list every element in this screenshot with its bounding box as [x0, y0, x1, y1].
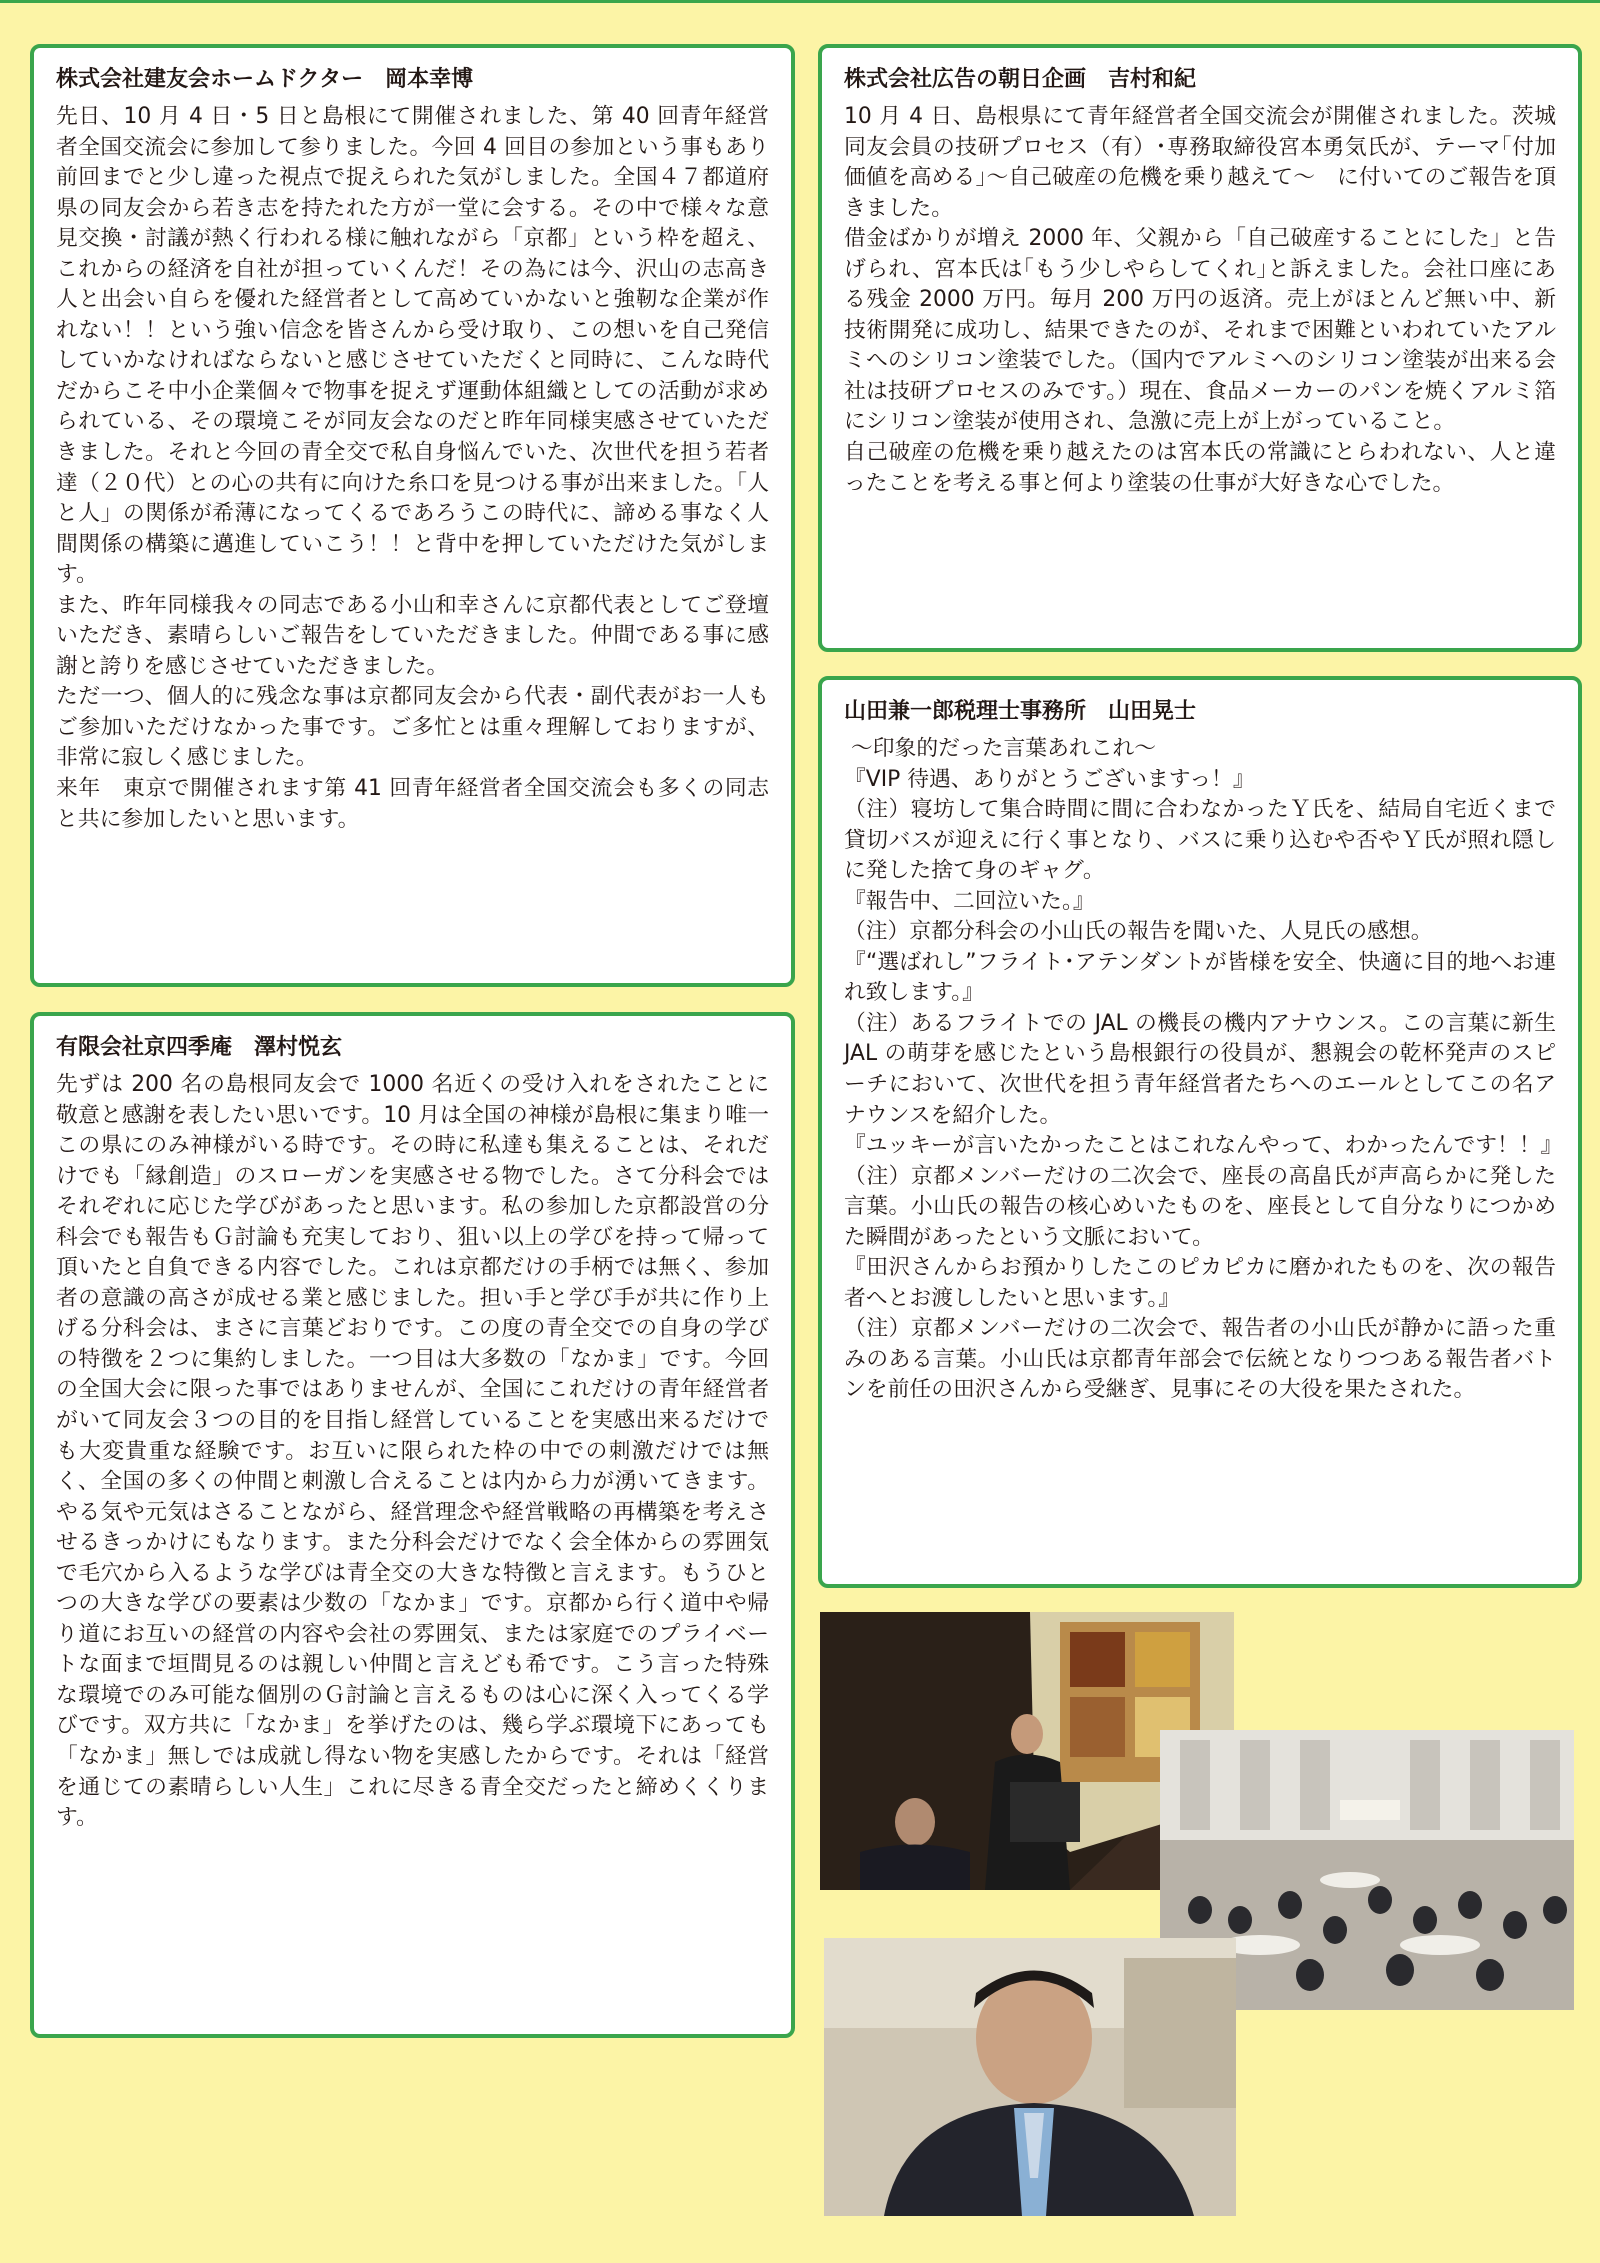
- article-quote: 『田沢さんからお預かりしたこのピカピカに磨かれたものを、次の報告者へとお渡ししたいと思います。』: [844, 1255, 1556, 1311]
- article-paragraph: 来年 東京で開催されます第 41 回青年経営者全国交流会も多くの同志と共に参加したいと思います。: [56, 776, 769, 832]
- article-heading: 山田兼一郎税理士事務所 山田晃士: [844, 699, 1197, 724]
- article-sawamura: [30, 1012, 795, 2038]
- article-quote: 『“選ばれし”フライト･アテンダントが皆様を安全、快適に目的地へお連れ致します。』: [844, 949, 1556, 1006]
- article-paragraph: ただ一つ、個人的に残念な事は京都同友会から代表・副代表がお一人もご参加いただけなかった事です。ご多忙とは重々理解しておりますが、非常に寂しく感じました。: [56, 684, 769, 771]
- article-paragraph: 借金ばかりが増え 2000 年、父親から「自己破産することにした」と告げられ、宮本氏は｢もう少しやらしてくれ｣と訴えました。会社口座にある残金 2000 万円。毎月 200 万円の返済。売上がほとんど無い中、新技術開発に成功し、結果できたのが、それまで困難といわれていたアルミへのシリコン塗装でした。（国内でアルミへのシリコン塗装が出来る会社は技研プロセスのみです。）現在、食品メーカーのパンを焼くアルミ箔にシリコン塗装が使用され、急激に売上が上がっていること。: [844, 226, 1556, 435]
- article-note: （注）あるフライトでの JAL の機長の機内アナウンス。この言葉に新生 JAL の萌芽を感じたという島根銀行の役員が、懇親会の乾杯発声のスピーチにおいて、次世代を担う青年経営者たちへのエールとしてこの名アナウンスを紹介した。: [844, 1010, 1556, 1128]
- article-heading: 有限会社京四季庵 澤村悦玄: [56, 1035, 343, 1060]
- article-okamoto: [30, 44, 795, 987]
- article-paragraph: また、昨年同様我々の同志である小山和幸さんに京都代表としてご登壇いただき、素晴らしいご報告をしていただきました。仲間である事に感謝と誇りを感じさせていただきました。: [56, 592, 769, 679]
- article-yamada: [818, 676, 1582, 1588]
- article-note: （注）京都メンバーだけの二次会で、報告者の小山氏が静かに語った重みのある言葉。小山氏は京都青年部会で伝統となりつつある報告者バトンを前任の田沢さんから受継ぎ、見事にその大役を果たされた。: [844, 1316, 1556, 1403]
- article-paragraph: 自己破産の危機を乗り越えたのは宮本氏の常識にとらわれない、人と違ったことを考える事と何より塗装の仕事が大好きな心でした。: [844, 440, 1556, 496]
- photo-man-reading: [824, 1938, 1236, 2216]
- article-heading: 株式会社広告の朝日企画 吉村和紀: [844, 67, 1197, 92]
- article-paragraph: 10 月 4 日、島根県にて青年経営者全国交流会が開催されました。茨城同友会員の技研プロセス（有）･専務取締役宮本勇気氏が、テーマ｢付加価値を高める｣〜自己破産の危機を乗り越えて〜 に付いてのご報告を頂きました。: [844, 104, 1556, 221]
- article-quote: 『VIP 待遇、ありがとうございますっ！』: [844, 766, 1255, 792]
- article-yoshimura: [818, 44, 1582, 652]
- article-heading: 株式会社建友会ホームドクター 岡本幸博: [56, 67, 474, 92]
- article-quote: 『ユッキーが言いたかったことはこれなんやって、わかったんです！！』: [844, 1133, 1563, 1159]
- article-paragraph: 先ずは 200 名の島根同友会で 1000 名近くの受け入れをされたことに敬意と感謝を表したい思いです。10 月は全国の神様が島根に集まり唯一この県にのみ神様がいる時です。その時に私達も集えることは、それだけでも「縁創造」のスローガンを実感させる物でした。さて分科会ではそれぞれに応じた学びがあったと思います。私の参加した京都設営の分科会でも報告もＧ討論も充実しており、狙い以上の学びを持って帰って頂いたと自負できる内容でした。これは京都だけの手柄では無く、参加者の意識の高さが成せる業と感じました。担い手と学び手が共に作り上げる分科会は、まさに言葉どおりです。この度の青全交での自身の学びの特徴を２つに集約しました。一つ目は大多数の「なかま」です。今回の全国大会に限った事ではありませんが、全国にこれだけの青年経営者がいて同友会３つの目的を目指し経営していることを実感出来るだけでも大変貴重な経験です。お互いに限られた枠の中での刺激だけでは無く、全国の多くの仲間と刺激し合えることは内から力が湧いてきます。やる気や元気はさることながら、経営理念や経営戦略の再構築を考えさせるきっかけにもなります。また分科会だけでなく会全体からの雰囲気で毛穴から入るような学びは青全交の大きな特徴と言えます。もうひとつの大きな学びの要素は少数の「なかま」です。京都から行く道中や帰り道にお互いの経営の内容や会社の雰囲気、または家庭でのプライベートな面まで垣間見るのは親しい仲間と言えども希です。こう言った特殊な環境でのみ可能な個別のＧ討論と言えるものは心に深く入ってくる学びです。双方共に「なかま」を挙げたのは、幾ら学ぶ環境下にあっても「なかま」無しでは成就し得ない物を実感したからです。それは「経営を通じての素晴らしい人生」これに尽きる青全交だったと締めくくります。: [56, 1072, 769, 1831]
- article-quote: 『報告中、二回泣いた。』: [844, 888, 1095, 914]
- article-paragraph: 先日、10 月 4 日・5 日と島根にて開催されました、第 40 回青年経営者全国交流会に参加して参りました。今回 4 回目の参加という事もあり前回までと少し違った視点で捉えられた気がしました。全国４７都道府県の同友会から若き志を持たれた方が一堂に会する。その中で様々な意見交換・討議が熱く行われる様に触れながら「京都」という枠を超え、これからの経済を自社が担っていくんだ！その為には今、沢山の志高き人と出会い自らを優れた経営者として高めていかないと強靭な企業が作れない！！という強い信念を皆さんから受け取り、この想いを自己発信していかなければならないと感じさせていただくと同時に、こんな時代だからこそ中小企業個々で物事を捉えず運動体組織としての活動が求められている、その環境こそが同友会なのだと昨年同様実感させていただきました。それと今回の青全交で私自身悩んでいた、次世代を担う若者達（２０代）との心の共有に向けた糸口を見つける事が出来ました。「人と人」の関係が希薄になってくるであろうこの時代に、諦める事なく人間関係の構築に邁進していこう！！と背中を押していただけた気がします。: [56, 104, 769, 588]
- article-subtitle: 〜印象的だった言葉あれこれ〜: [844, 736, 1157, 761]
- top-border-line: [0, 0, 1600, 3]
- article-note: （注）京都分科会の小山氏の報告を聞いた、人見氏の感想。: [844, 919, 1433, 945]
- article-note: （注）京都メンバーだけの二次会で、座長の高畠氏が声高らかに発した言葉。小山氏の報告の核心めいたものを、座長として自分なりにつかめた瞬間があったという文脈において。: [844, 1163, 1556, 1250]
- article-note: （注）寝坊して集合時間に間に合わなかったＹ氏を、結局自宅近くまで貸切バスが迎えに行く事となり、バスに乗り込むや否やＹ氏が照れ隠しに発した捨て身のギャグ。: [844, 797, 1556, 884]
